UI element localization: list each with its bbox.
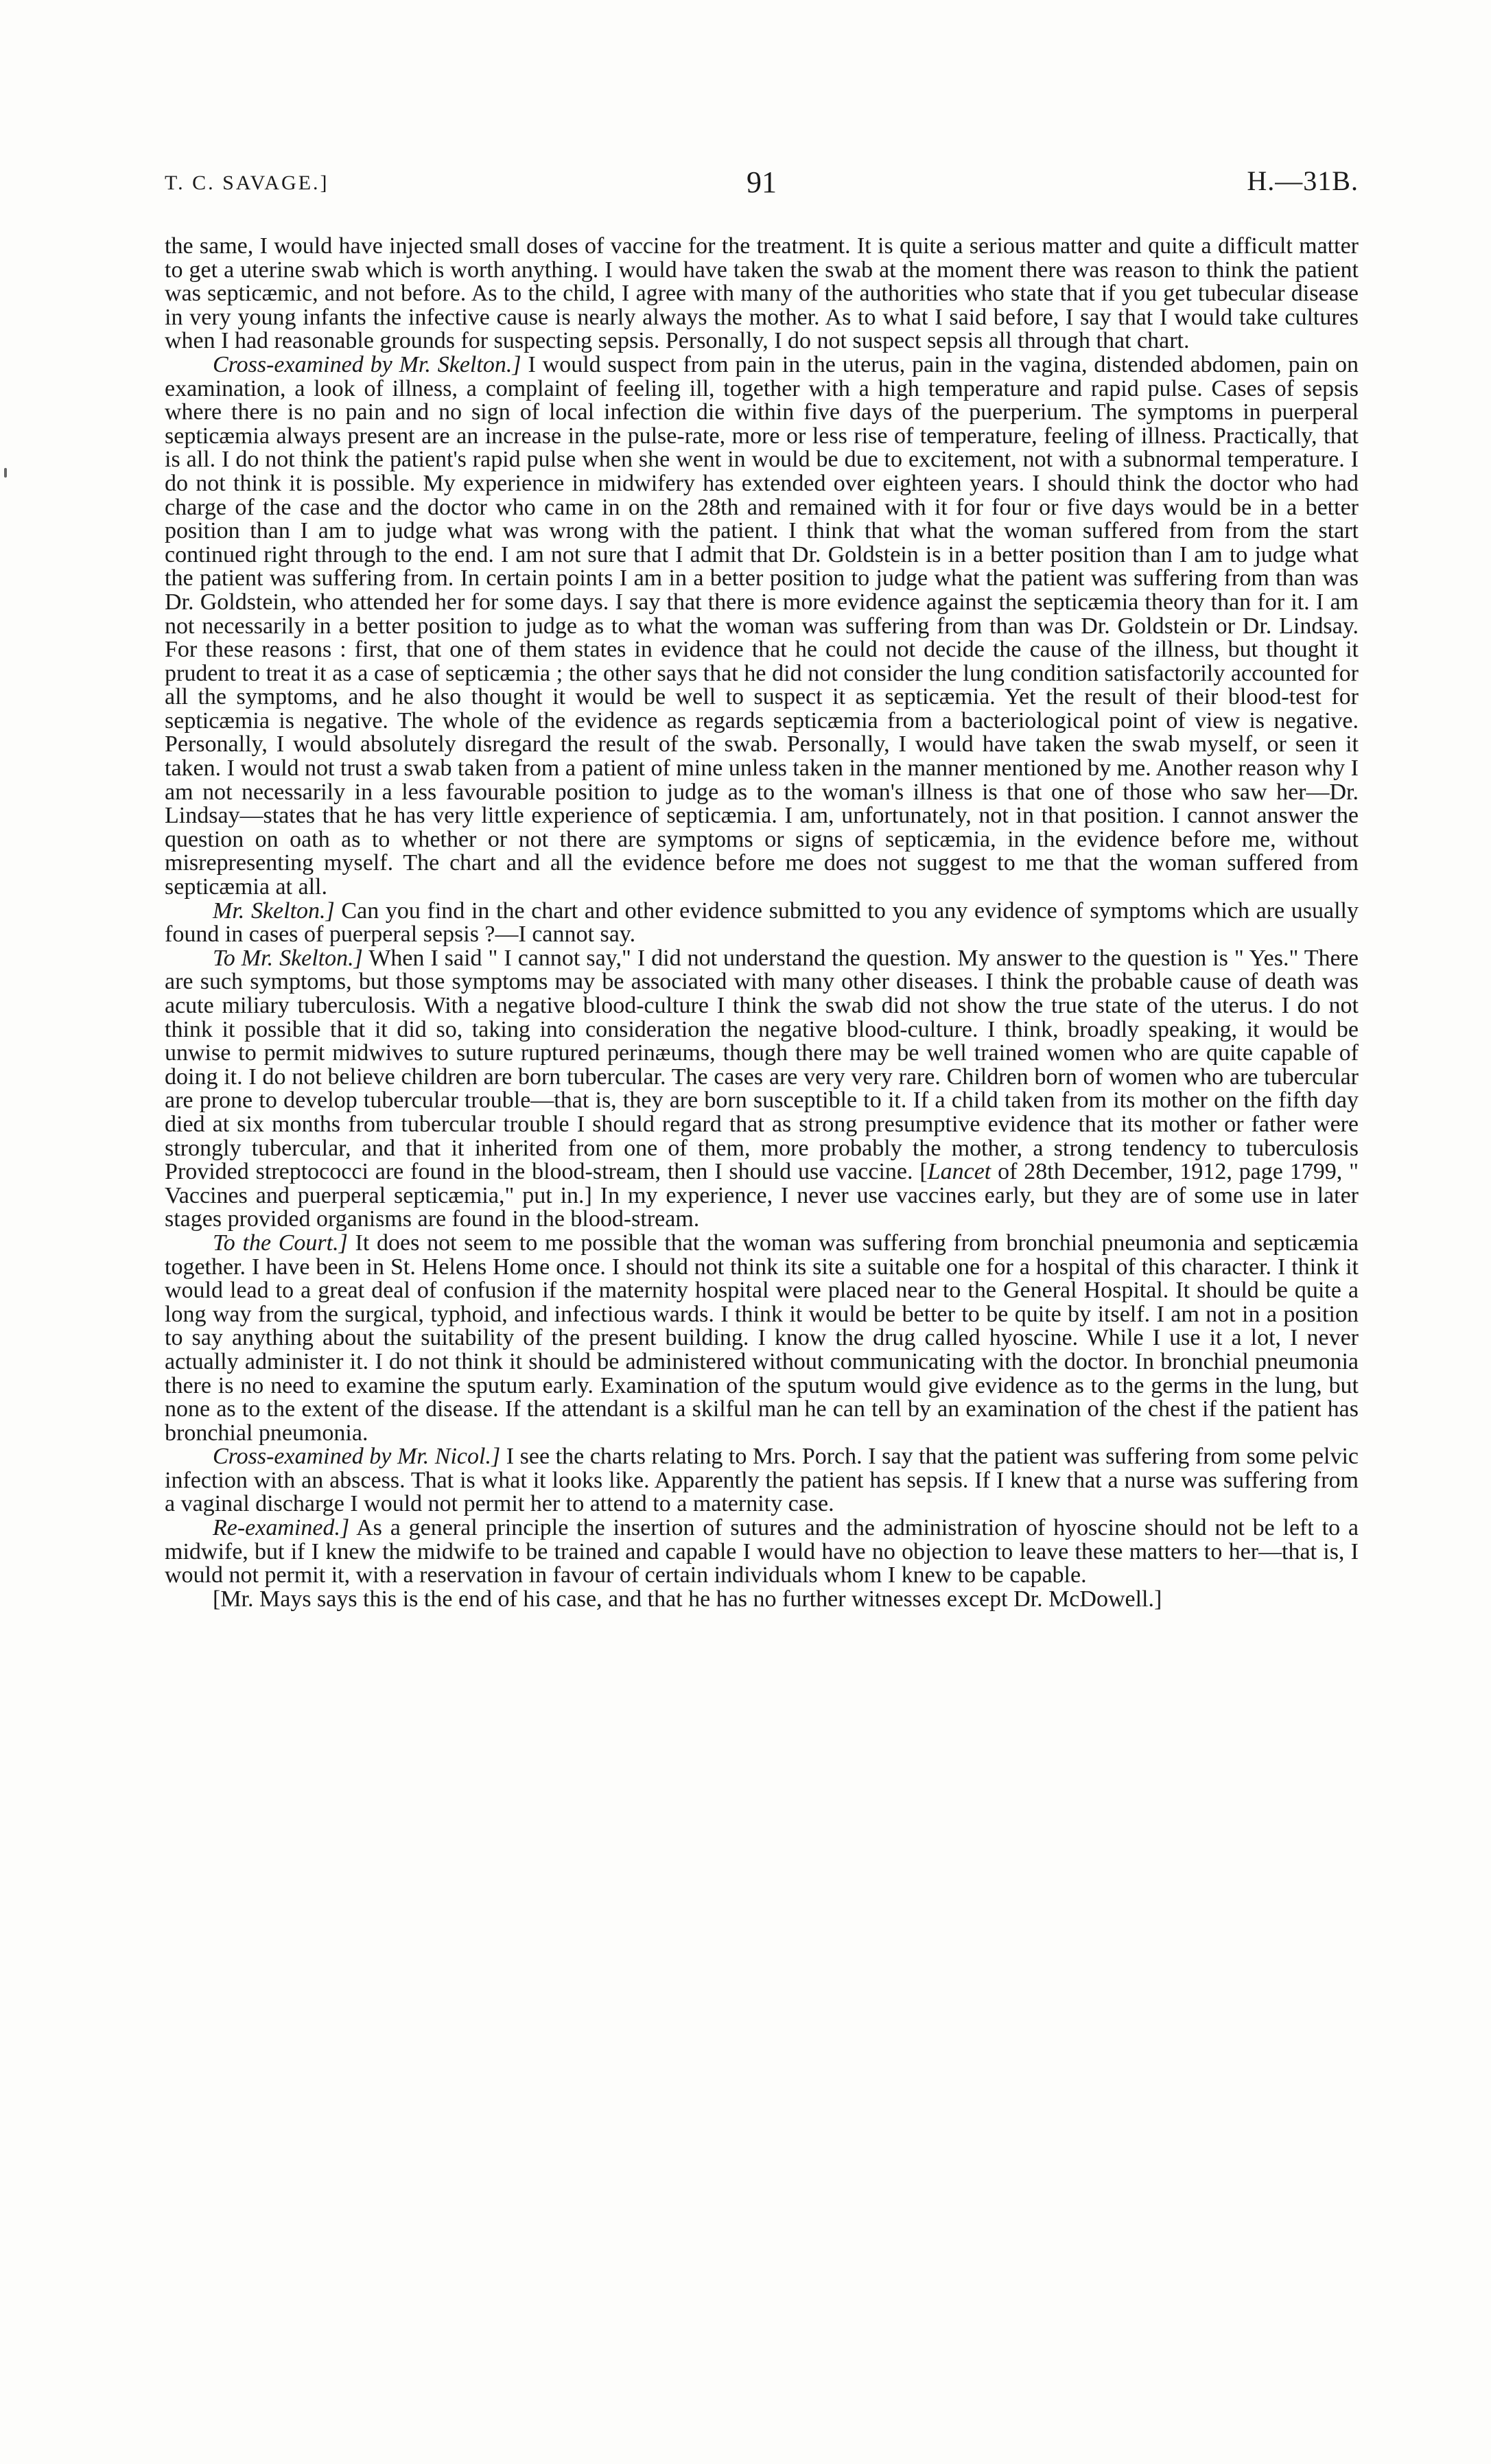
citation-title: Lancet	[927, 1159, 991, 1185]
speaker-lead: Re-examined.]	[213, 1515, 350, 1541]
paragraph-re-examined: Re-examined.] As a general principle the insertion of sutures and the administration of hyoscine should not be left to a midwife, but if I knew the midwife to be trained and capable I would have no objection to leave these matters to her—that is, I would not permit it, with a reservation in favour of certain individuals whom I knew to be capable.	[165, 1515, 1359, 1588]
page-number: 91	[747, 165, 777, 199]
speaker-lead: To Mr. Skelton.]	[213, 945, 363, 971]
speaker-lead: To the Court.]	[213, 1230, 348, 1256]
paragraph-continuation: the same, I would have injected small doses of vaccine for the treatment. It is quite a serious matter and quite a difficult matter to get a uterine swab which is worth anything. I would have taken the swab at the moment there was reason to think the patient was septicæmic, and not before. As to the child, I agree with many of the authorities who state that if you get tubecular disease in very young infants the infective cause is nearly always the mother. As to what I said before, I say that I would take cultures when I had reasonable grounds for suspecting sepsis. Personally, I do not suspect sepsis all through that chart.	[165, 233, 1359, 354]
paragraph-cross-examined-nicol: Cross-examined by Mr. Nicol.] I see the charts relating to Mrs. Porch. I say that the patient was suffering from some pelvic infection with an abscess. That is what it looks like. Apparently the patient has sepsis. If I knew that a nurse was suffering from a vaginal discharge I would not permit her to attend to a maternity case.	[165, 1444, 1359, 1517]
speaker-lead: Cross-examined by Mr. Nicol.]	[213, 1444, 501, 1470]
document-reference: H.—31B.	[1247, 165, 1359, 196]
paragraph-closing-note: [Mr. Mays says this is the end of his case, and that he has no further witnesses except Dr. McDowell.]	[213, 1586, 1162, 1612]
paragraph-cross-examined-skelton: Cross-examined by Mr. Skelton.] I would suspect from pain in the uterus, pain in the vagina, distended abdomen, pain on examination, a look of illness, a complaint of feeling ill, together with a high temperature and rapid pulse. Cases of sepsis where there is no pain and no sign of local infection die within five days of the puerperium. The symptoms in puerperal septicæmia always present are an increase in the pulse-rate, more or less rise of temperature, feeling of illness. Practically, that is all. I do not think the patient's rapid pulse when she went in would be due to excitement, not with a subnormal temperature. I do not think it is possible. My experience in midwifery has extended over eighteen years. I should think the doctor who had charge of the case and the doctor who came in on the 28th and remained with it for four or five days would be in a better position than I am to judge what was wrong with the patient. I think that what the woman suffered from from the start continued right through to the end. I am not sure that I admit that Dr. Goldstein is in a better position than I am to judge what the patient was suffering from. In certain points I am in a better position to judge what the patient was suffering from than was Dr. Goldstein, who attended her for some days. I say that there is more evidence against the septicæmia theory than for it. I am not necessarily in a better position to judge as to what the woman was suffering from than was Dr. Goldstein or Dr. Lindsay. For these reasons : first, that one of them states in evidence that he could not decide the cause of the illness, but thought it prudent to treat it as a case of septicæmia ; the other says that he did not consider the lung condition satisfactorily accounted for all the symptoms, and he also thought it would be well to suspect it as septicæmia. Yet the result of their blood-test for septicæmia is negative. The whole of the evidence as regards septicæmia from a bacteriological point of view is negative. Personally, I would absolutely disregard the result of the swab. Personally, I would have taken the swab myself, or seen it taken. I would not trust a swab taken from a patient of mine unless taken in the manner mentioned by me. Another reason why I am not necessarily in a less favourable position to judge as to the woman's illness is that one of those who saw her—Dr. Lindsay—states that he has very little experience of septicæmia. I am, unfortunately, not in that position. I cannot answer the question on oath as to whether or not there are symptoms or signs of septicæmia, in the evidence before me, without misrepresenting myself. The chart and all the evidence before me does not suggest to me that the woman suffered from septicæmia at all.	[165, 351, 1359, 900]
paragraph-to-mr-skelton: To Mr. Skelton.] When I said " I cannot say," I did not understand the question. My answer to the question is " Yes." There are such symptoms, but those symptoms may be associated with many other diseases. I think the probable cause of death was acute miliary tuberculosis. With a negative blood-culture I think the swab did not show the true state of the uterus. I do not think it possible that it did so, taking into consideration the negative blood-culture. I think, broadly speaking, it would be unwise to permit midwives to suture ruptured perinæums, though there may be well trained women who are quite capable of doing it. I do not believe children are born tubercular. The cases are very very rare. Children born of women who are tubercular are prone to develop tubercular trouble—that is, they are born susceptible to it. If a child taken from its mother on the fifth day died at six months from tubercular trouble I should regard that as strong presumptive evidence that its mother or father were strongly tubercular, and that it inherited from one of them, more probably the mother, a strong tendency to tuberculosis Provided streptococci are found in the blood-stream, then I should use vaccine. [Lancet of 28th December, 1912, page 1799, " Vaccines and puerperal septicæmia," put in.] In my experience, I never use vaccines early, but they are of some use in later stages provided organisms are found in the blood-stream.	[165, 945, 1359, 1232]
speaker-lead: Cross-examined by Mr. Skelton.]	[213, 351, 521, 377]
header-witness-name: T. C. SAVAGE.]	[165, 172, 329, 194]
margin-mark	[4, 468, 7, 478]
body-text	[165, 235, 1359, 1611]
paragraph-to-the-court: To the Court.] It does not seem to me possible that the woman was suffering from bronchial pneumonia and septicæmia together. I have been in St. Helens Home once. I should not think its site a suitable one for a hospital of this character. I think it would lead to a great deal of confusion if the maternity hospital were placed near to the General Hospital. It should be quite a long way from the surgical, typhoid, and infectious wards. I think it would be better to be quite by itself. I am not in a position to say anything about the suitability of the present building. I know the drug called hyoscine. While I use it a lot, I never actually administer it. I do not think it should be administered without communicating with the doctor. In bronchial pneumonia there is no need to examine the sputum early. Examination of the sputum would give evidence as to the germs in the lung, but none as to the extent of the disease. If the attendant is a skilful man he can tell by an examination of the chest if the patient has bronchial pneumonia.	[165, 1230, 1359, 1446]
paragraph-mr-skelton-question: Mr. Skelton.] Can you find in the chart and other evidence submitted to you any evidence of symptoms which are usually found in cases of puerperal sepsis ?—I cannot say.	[165, 897, 1359, 948]
page-header	[165, 165, 1359, 206]
speaker-lead: Mr. Skelton.]	[213, 897, 335, 924]
